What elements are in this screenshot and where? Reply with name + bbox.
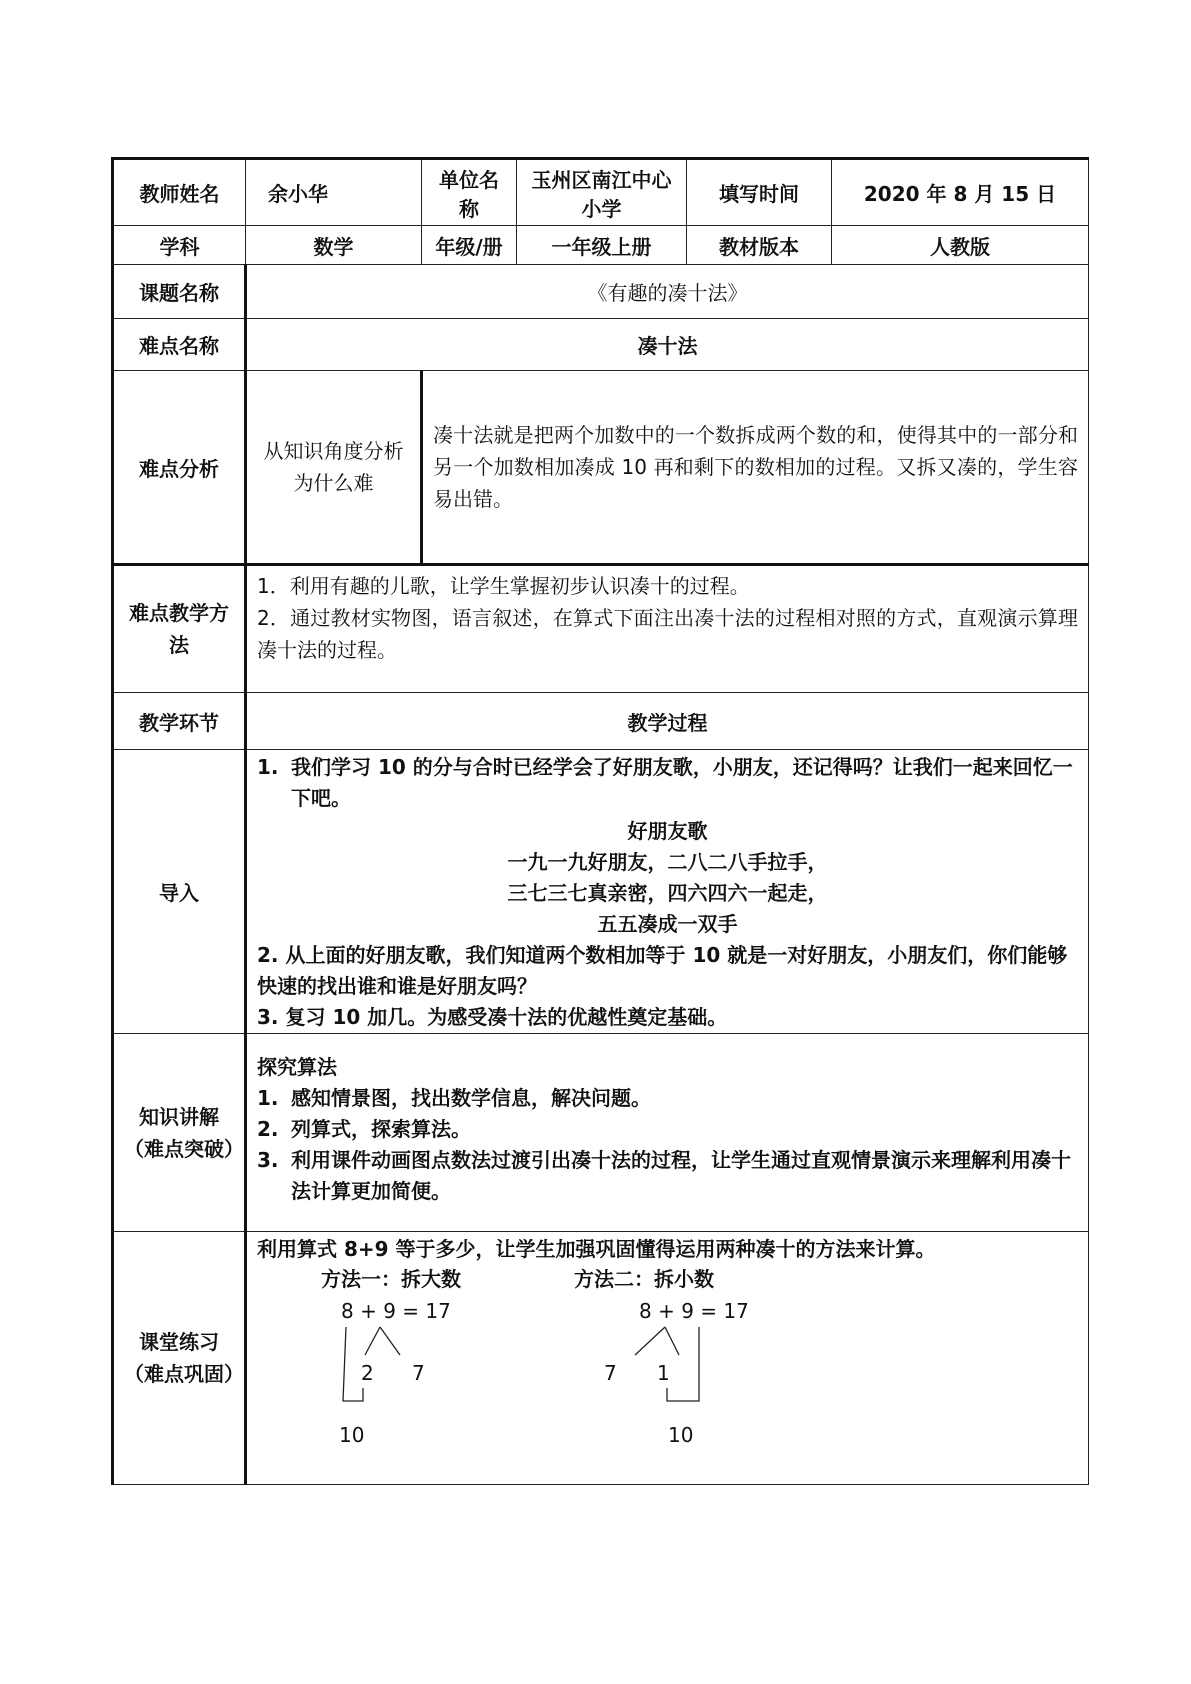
method-1-split-left: 2 [361,1361,374,1385]
method-2-split-right: 1 [657,1361,670,1385]
teacher-name: 余小华 [246,159,422,226]
split-line [380,1327,400,1355]
bracket-line [667,1327,699,1401]
method-label: 难点教学方法 [113,565,246,693]
method-2-split-left: 7 [604,1361,617,1385]
intro-item-2: 2. 从上面的好朋友歌，我们知道两个数相加等于 10 就是一对好朋友，小朋友们，你们能够快速的找出谁和谁是好朋友吗？ [257,943,1068,998]
method-2-result: 10 [668,1423,694,1447]
difficulty-label: 难点名称 [113,319,246,371]
method-1-split-right: 7 [412,1361,425,1385]
intro-item-3: 3. 复习 10 加几。为感受凑十法的优越性奠定基础。 [257,1005,728,1029]
intro-label: 导入 [113,750,246,1034]
subject-label: 学科 [113,226,246,265]
decomposition-lines [247,1265,1007,1465]
analysis-text: 凑十法就是把两个加数中的一个数拆成两个数的和，使得其中的一部分和另一个加数相加凑成 10 再和剩下的数相加的过程。又拆又凑的，学生容易出错。 [433,423,1078,511]
split-line [635,1327,665,1355]
bracket-line [343,1327,363,1401]
practice-label: 课堂练习（难点巩固） [113,1232,246,1485]
method-cell [246,565,1089,693]
analysis-label: 难点分析 [113,371,246,565]
method-2-title: 方法二：拆小数 [574,1267,714,1291]
edition: 人教版 [832,226,1089,265]
unit-name: 玉州区南江中心小学 [517,159,687,226]
split-line [665,1327,679,1355]
grade-label: 年级/册 [422,226,517,265]
knowledge-item-2: 2. 列算式，探索算法。 [257,1117,471,1141]
split-line [365,1327,380,1355]
intro-item-1: 1. 我们学习 10 的分与合时已经学会了好朋友歌，小朋友，还记得吗？让我们一起来回忆一下吧。 [257,755,1073,810]
method-item-2: 2．通过教材实物图，语言叙述，在算式下面注出凑十法的过程相对照的方式，直观演示算理凑十法的过程。 [257,606,1078,662]
knowledge-item-3: 3. 利用课件动画图点数法过渡引出凑十法的过程，让学生通过直观情景演示来理解利用凑十法计算更加简便。 [257,1148,1071,1203]
teacher-name-label: 教师姓名 [113,159,246,226]
knowledge-item-1: 1. 感知情景图，找出数学信息，解决问题。 [257,1086,651,1110]
method-2-equation: 8 + 9 = 17 [639,1299,749,1323]
practice-text: 利用算式 8+9 等于多少，让学生加强巩固懂得运用两种凑十的方法来计算。 [257,1237,936,1261]
analysis-angle: 从知识角度分析为什么难 [246,371,422,565]
date-label: 填写时间 [687,159,832,226]
knowledge-label: 知识讲解（难点突破） [113,1034,246,1232]
topic-label: 课题名称 [113,265,246,319]
subject: 数学 [246,226,422,265]
intro-cell [246,750,1089,1034]
edition-label: 教材版本 [687,226,832,265]
poem-title: 好朋友歌 [627,819,708,843]
knowledge-heading: 探究算法 [257,1055,337,1079]
poem-line: 五五凑成一双手 [597,912,738,936]
lesson-plan-table [111,157,1089,1485]
method-1-result: 10 [339,1423,365,1447]
practice-diagram [247,1265,1088,1465]
practice-cell [246,1232,1089,1485]
process-header: 教学过程 [246,693,1089,750]
knowledge-cell [246,1034,1089,1232]
difficulty-value: 凑十法 [246,319,1089,371]
poem-line: 三七三七真亲密，四六四六一起走， [507,881,828,905]
method-item-1: 1．利用有趣的儿歌，让学生掌握初步认识凑十的过程。 [257,574,750,598]
process-step-label: 教学环节 [113,693,246,750]
grade: 一年级上册 [517,226,687,265]
analysis-cell [422,371,1089,565]
fill-date: 2020 年 8 月 15 日 [832,159,1089,226]
method-1-title: 方法一：拆大数 [321,1267,461,1291]
poem-line: 一九一九好朋友，二八二八手拉手， [507,850,828,874]
method-1-equation: 8 + 9 = 17 [341,1299,451,1323]
topic-value: 《有趣的凑十法》 [246,265,1089,319]
unit-label: 单位名称 [422,159,517,226]
